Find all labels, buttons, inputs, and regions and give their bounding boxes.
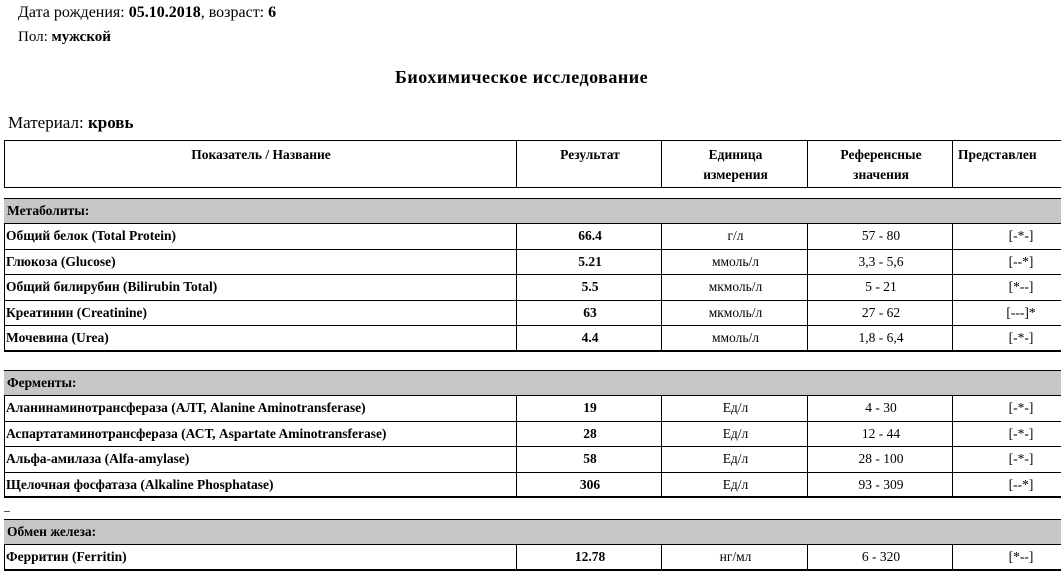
header-column-divider	[516, 140, 517, 188]
row-unit: мкмоль/л	[708, 279, 763, 294]
row-reference-range: 57 - 80	[861, 228, 901, 243]
header-column-divider	[952, 140, 953, 188]
row-unit: Ед/л	[722, 451, 749, 466]
row-reference-range: 3,3 - 5,6	[858, 253, 904, 269]
row-reference-range: 28 - 100	[858, 451, 904, 466]
row-reference-range: 5 - 21	[865, 279, 897, 294]
sex-label: Пол:	[18, 29, 48, 45]
rows-left-border	[4, 395, 5, 497]
row-position-flag: [-*-]	[1008, 330, 1034, 345]
row-position-flag: [--*]	[1008, 253, 1034, 269]
row-reference-range: 1,8 - 6,4	[858, 330, 904, 345]
group-header-bar	[4, 198, 1061, 224]
header-unit-1: Единица	[708, 147, 763, 162]
dob-label: Дата рождения:	[18, 4, 125, 21]
row-unit: г/л	[727, 228, 744, 243]
material-value: кровь	[87, 113, 134, 132]
row-unit: Ед/л	[722, 400, 749, 415]
row-result: 5.21	[578, 253, 602, 269]
row-bottom-border	[4, 249, 1061, 250]
header-bottom-border	[4, 187, 1061, 188]
group-title: Обмен железа:	[7, 524, 97, 539]
header-unit-2: измерения	[703, 167, 768, 182]
header-column-divider	[661, 140, 662, 188]
row-test-name: Аспартатаминотрансфераза (АСТ, Aspartate Aminotransferase)	[6, 425, 387, 441]
column-divider	[807, 395, 808, 497]
row-reference-range: 27 - 62	[861, 304, 901, 320]
age-label: , возраст:	[200, 4, 265, 21]
group-header-bar	[4, 519, 1061, 545]
header-name: Показатель / Название	[191, 147, 331, 162]
group-bottom-rule	[4, 496, 1061, 498]
material-label: Материал:	[8, 113, 84, 132]
column-divider	[516, 395, 517, 497]
row-result: 19	[583, 400, 597, 415]
sex-value: мужской	[51, 29, 111, 45]
header-ref-1: Референсные	[840, 147, 922, 162]
row-reference-range: 6 - 320	[861, 549, 901, 564]
row-bottom-border	[4, 446, 1061, 447]
stray-mark	[4, 511, 10, 512]
row-result: 4.4	[581, 330, 599, 345]
header-flag: Представлен	[958, 147, 1037, 162]
row-result: 63	[583, 304, 597, 320]
column-divider	[952, 223, 953, 351]
row-unit: Ед/л	[722, 425, 749, 441]
row-test-name: Альфа-амилаза (Alfa-amylase)	[6, 451, 190, 466]
column-divider	[661, 395, 662, 497]
column-divider	[952, 544, 953, 570]
group-header-bar	[4, 370, 1061, 396]
row-position-flag: [*--]	[1008, 279, 1034, 294]
column-divider	[661, 544, 662, 570]
row-test-name: Креатинин (Creatinine)	[6, 304, 148, 320]
row-position-flag: [--*]	[1008, 476, 1034, 492]
age-value: 6	[268, 4, 277, 21]
row-position-flag: [-*-]	[1008, 425, 1034, 441]
column-divider	[952, 395, 953, 497]
row-test-name: Аланинаминотрансфераза (АЛТ, Alanine Aminotransferase)	[6, 400, 366, 415]
row-unit: Ед/л	[722, 476, 749, 492]
row-result: 66.4	[578, 228, 602, 243]
group-title: Метаболиты:	[7, 203, 90, 218]
column-divider	[807, 223, 808, 351]
header-column-divider	[807, 140, 808, 188]
material-line	[8, 113, 133, 133]
row-result: 306	[579, 476, 601, 492]
row-position-flag: [-*-]	[1008, 228, 1034, 243]
row-test-name: Общий билирубин (Bilirubin Total)	[6, 279, 218, 294]
row-test-name: Щелочная фосфатаза (Alkaline Phosphatase)	[6, 476, 274, 492]
row-position-flag: [*--]	[1008, 549, 1034, 564]
row-unit: ммоль/л	[711, 253, 760, 269]
row-reference-range: 12 - 44	[861, 425, 901, 441]
row-unit: мкмоль/л	[708, 304, 763, 320]
group-bottom-rule	[4, 350, 1061, 352]
table-top-border	[4, 140, 1061, 141]
header-left-border	[4, 140, 5, 188]
report-title: Биохимическое исследование	[395, 67, 649, 87]
date-of-birth-line	[18, 4, 276, 22]
group-bottom-rule	[4, 569, 1061, 571]
row-result: 12.78	[574, 549, 606, 564]
row-unit: ммоль/л	[711, 330, 760, 345]
rows-left-border	[4, 544, 5, 570]
row-result: 28	[583, 425, 597, 441]
column-divider	[516, 223, 517, 351]
row-bottom-border	[4, 300, 1061, 301]
row-reference-range: 93 - 309	[858, 476, 904, 492]
group-title: Ферменты:	[7, 375, 77, 390]
row-position-flag: [-*-]	[1008, 451, 1034, 466]
rows-left-border	[4, 223, 5, 351]
column-divider	[807, 544, 808, 570]
row-result: 58	[583, 451, 597, 466]
sex-line	[18, 29, 111, 46]
row-bottom-border	[4, 472, 1061, 473]
row-test-name: Глюкоза (Glucose)	[6, 253, 116, 269]
header-ref-2: значения	[853, 167, 909, 182]
column-divider	[661, 223, 662, 351]
row-position-flag: [-*-]	[1008, 400, 1034, 415]
row-unit: нг/мл	[719, 549, 752, 564]
row-bottom-border	[4, 325, 1061, 326]
row-test-name: Ферритин (Ferritin)	[6, 549, 127, 564]
row-reference-range: 4 - 30	[865, 400, 897, 415]
header-result: Результат	[560, 147, 620, 162]
row-test-name: Общий белок (Total Protein)	[6, 228, 176, 243]
row-bottom-border	[4, 274, 1061, 275]
column-divider	[516, 544, 517, 570]
row-test-name: Мочевина (Urea)	[6, 330, 109, 345]
row-position-flag: [---]*	[1006, 304, 1036, 320]
row-bottom-border	[4, 421, 1061, 422]
row-result: 5.5	[581, 279, 599, 294]
dob-value: 05.10.2018	[128, 4, 201, 21]
